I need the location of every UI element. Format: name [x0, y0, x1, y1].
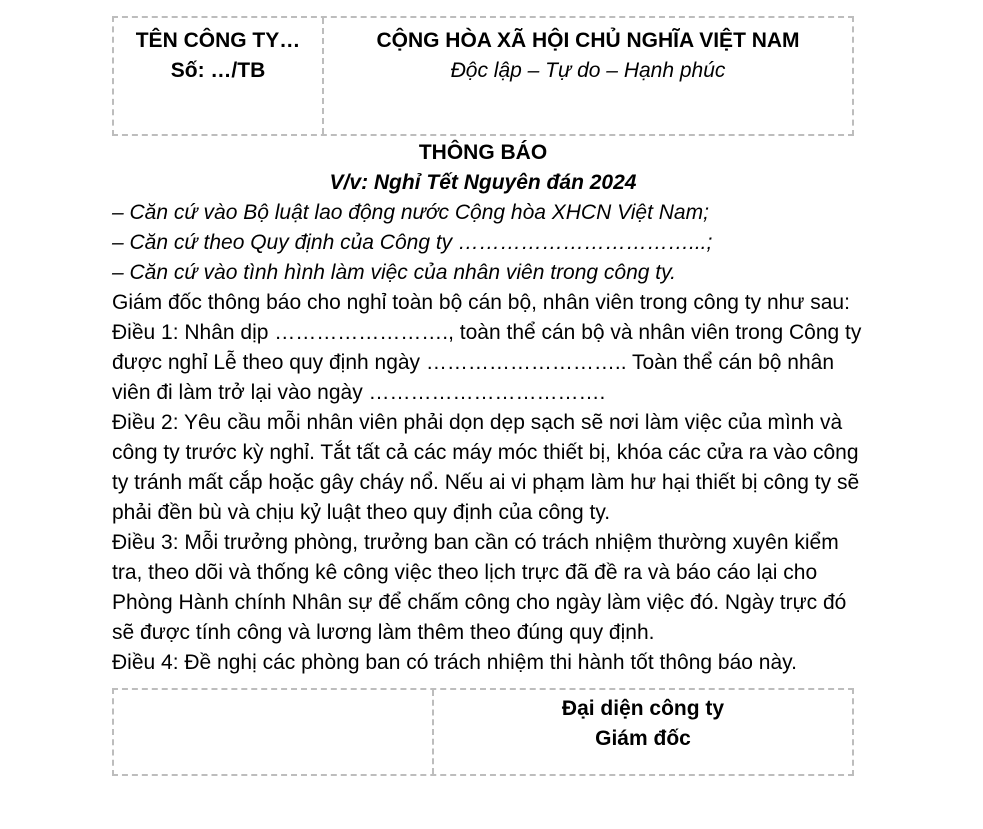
- signature-table: [112, 688, 854, 776]
- position-label: Giám đốc: [595, 727, 691, 750]
- representative-label: Đại diện công ty: [561, 697, 725, 720]
- national-motto: Độc lập – Tự do – Hạnh phúc: [450, 59, 726, 82]
- document-number: Số: …/TB: [170, 59, 266, 82]
- basis-line-2: – Căn cứ theo Quy định của Công ty ……………………………...;: [112, 231, 713, 254]
- intro-paragraph: Giám đốc thông báo cho nghỉ toàn bộ cán bộ, nhân viên trong công ty như sau:: [112, 291, 850, 314]
- article-2: Điều 2: Yêu cầu mỗi nhân viên phải dọn dẹp sạch sẽ nơi làm việc của mình và công ty trước kỳ nghỉ. Tắt tất cả các máy móc thiết bị, khóa các cửa ra vào công ty tránh mất cắp hoặc gây cháy nổ. Nếu ai vi phạm làm hư hại thiết bị công ty sẽ phải đền bù và chịu kỷ luật theo quy định của công ty.: [112, 411, 860, 524]
- signature-right-cell: [434, 690, 852, 774]
- company-name: TÊN CÔNG TY…: [135, 29, 301, 52]
- header-right-cell: [324, 18, 852, 134]
- article-1: Điều 1: Nhân dịp ……………………., toàn thể cán bộ và nhân viên trong Công ty được nghỉ Lễ theo quy định ngày ……………………….. Toàn thể cán bộ nhân viên đi làm trở lại vào ngày …………………………….: [112, 321, 862, 404]
- basis-line-1: – Căn cứ vào Bộ luật lao động nước Cộng hòa XHCN Việt Nam;: [112, 201, 709, 224]
- signature-left-cell: [114, 690, 434, 774]
- article-3: Điều 3: Mỗi trưởng phòng, trưởng ban cần có trách nhiệm thường xuyên kiểm tra, theo dõi và thống kê công việc theo lịch trực đã đề ra và báo cáo lại cho Phòng Hành chính Nhân sự để chấm công cho ngày làm việc đó. Ngày trực đó sẽ được tính công và lương làm thêm theo đúng quy định.: [112, 531, 847, 644]
- basis-line-3: – Căn cứ vào tình hình làm việc của nhân viên trong công ty.: [112, 261, 676, 284]
- header-table: [112, 16, 854, 136]
- document-title: THÔNG BÁO: [418, 141, 548, 164]
- header-left-cell: [114, 18, 324, 134]
- document-page: [112, 16, 862, 776]
- article-4: Điều 4: Đề nghị các phòng ban có trách nhiệm thi hành tốt thông báo này.: [112, 651, 797, 674]
- document-body: [112, 198, 864, 678]
- country-name: CỘNG HÒA XÃ HỘI CHỦ NGHĨA VIỆT NAM: [376, 29, 800, 52]
- document-subtitle: V/v: Nghỉ Tết Nguyên đán 2024: [329, 171, 637, 194]
